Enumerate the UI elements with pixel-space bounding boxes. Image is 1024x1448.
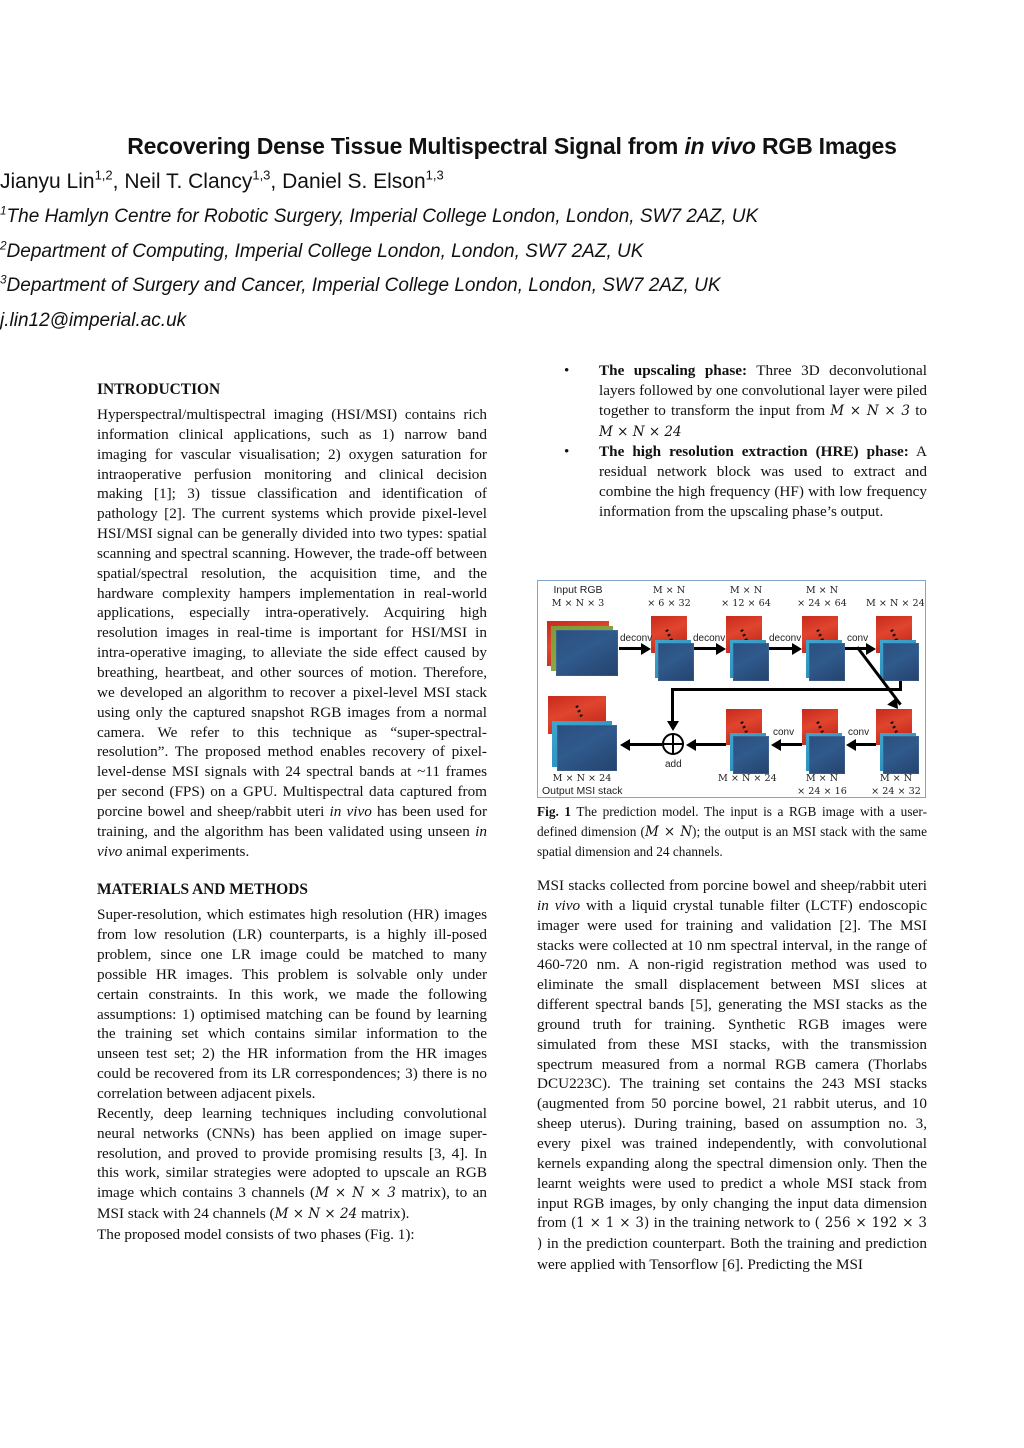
figure-label-output: M × N × 24 Output MSI stack (542, 773, 623, 797)
arrow-left-icon (856, 743, 876, 746)
affiliation-3: $^3$Department of Surgery and Cancer, Imperial College London, London, SW7 2AZ, UK (0, 273, 721, 296)
arrow-right-icon (619, 647, 641, 650)
methods-paragraph-3: The proposed model consists of two phases (Fig. 1): (97, 1225, 415, 1243)
op-deconv-2: deconv (693, 633, 726, 644)
figure-1-caption: Fig. 1 The prediction model. The input is a RGB image with a user-defined dimension (M × N); the output is an MSI stack with the same spatial dimension and 24 channels. (537, 804, 928, 859)
hre-mid-stack-front (809, 736, 845, 774)
arrowhead-icon (866, 643, 876, 655)
op-deconv-3: deconv (769, 633, 802, 644)
layer2-stack-front (733, 643, 769, 681)
op-add: add (665, 759, 682, 770)
author: Neil T. Clancy$^{1,3}$, (124, 167, 283, 193)
op-deconv-1: deconv (620, 633, 653, 644)
phase-item-hre: • The high resolution extraction (HRE) phase: A residual network block was used to extract and combine the high frequency (HF) with low frequency information from the upscaling phase’s output. (564, 443, 927, 520)
figure-label-layer2: M × N × 12 × 64 (721, 585, 771, 609)
figure-label-hre-mid: M × N × 24 × 16 (797, 773, 847, 797)
arrowhead-icon (846, 739, 856, 751)
op-conv-2: conv (848, 727, 870, 738)
figure-label-layer3: M × N × 24 × 64 (797, 585, 847, 609)
arrowhead-icon (792, 643, 802, 655)
section-heading-methods: MATERIALS AND METHODS (97, 881, 308, 899)
arrow-left-icon (630, 743, 662, 746)
figure-1-prediction-model (537, 580, 926, 798)
phase-item-upscaling: • The upscaling phase: Three 3D deconvolutional layers followed by one convolutional layer were piled together to transform the input from M × N × 3 to M × N × 24 (564, 362, 928, 440)
right-column (537, 361, 927, 522)
skip-line (671, 688, 902, 691)
arrowhead-icon (667, 721, 679, 731)
methods-paragraph-1: Super-resolution, which estimates high resolution (HR) images from low resolution (LR) counterparts, is a highly ill-posed problem, since one LR image could be matched to many possible HR images. This problem is solvable only under certain constraints. In this work, we made the following assumptions: 1) optimised matching can be found by learning the training set which contains similar information to the unseen test set; 2) the HR information from the HR images could be recovered from its LR correspondences; 3) there is no correlation between adjacent pixels. (97, 906, 487, 1102)
phase-list (537, 361, 927, 522)
skip-line (671, 688, 674, 723)
op-conv-1: conv (847, 633, 869, 644)
output-stack-front (557, 725, 617, 771)
op-conv-3: conv (773, 727, 795, 738)
arrowhead-icon (686, 739, 696, 751)
data-paragraph: MSI stacks collected from porcine bowel and sheep/rabbit uteri in vivo with a liquid crystal tunable filter (LCTF) endoscopic imager were used for training and validation [2]. The MSI stacks were collected at 10 nm spectral interval, in the range of 460-720 nm. A non-rigid registration method was used to eliminate the small displacement between MSI slices at different spectral bands [5], generating the MSI stacks as the ground truth for training. Synthetic RGB images were simulated from these MSI stacks, with the transmission spectrum measured from a normal RGB camera (Thorlabs DCU223C). The training set contains the 243 MSI stacks (augmented from 50 porcine bowel, 21 rabbit uterus, and 10 sheep uterus). During training, based on assumption no. 3, every pixel was trained independently, with convolutional kernels expanding along the spectral dimension only. Then the learnt weights were used to predict a whole MSI stack from input RGB images, by only changing the input data dimension from (1 × 1 × 3) in the training network to ( 256 × 192 × 3 ) in the prediction counterpart. Both the training and prediction were applied with Tensorflow [6]. Predicting the MSI (537, 877, 927, 1274)
author: Daniel S. Elson$^{1,3}$ (282, 167, 444, 193)
affiliation-2: $^2$Department of Computing, Imperial College London, London, SW7 2AZ, UK (0, 238, 644, 262)
left-column (97, 379, 487, 1245)
figure-label-hre-out: M × N × 24 (718, 773, 777, 784)
figure-label-layer1: M × N × 6 × 32 (647, 585, 691, 609)
section-heading-introduction: INTRODUCTION (97, 381, 221, 398)
arrowhead-icon (771, 739, 781, 751)
arrow-left-icon (781, 743, 802, 746)
arrow-left-icon (696, 743, 726, 746)
contact-email[interactable]: j.lin12@imperial.ac.uk (0, 309, 187, 331)
figure-label-input: Input RGB M × N × 3 (551, 584, 605, 609)
arrowhead-icon (716, 643, 726, 655)
methods-paragraph-2: Recently, deep learning techniques including convolutional neural networks (CNNs) has been applied on image super-resolution, and proved to provide promising results [3, 4]. In this work, similar strategies were adopted to upscale an RGB image which contains 3 channels (M × N × 3 matrix), to an MSI stack with 24 channels (M × N × 24 matrix). (97, 1104, 487, 1223)
right-column-body (537, 876, 927, 1275)
layer4-stack-front (883, 643, 919, 681)
layer1-stack-front (658, 643, 694, 681)
arrowhead-icon (641, 643, 651, 655)
affiliation-1: $^1$The Hamlyn Centre for Robotic Surgery, Imperial College London, London, SW7 2AZ, UK (0, 204, 759, 227)
figure-label-layer4: M × N × 24 (866, 598, 925, 609)
arrowhead-icon (620, 739, 630, 751)
add-operator-icon (662, 733, 684, 755)
input-blue-channel (556, 630, 618, 676)
introduction-paragraph: Hyperspectral/multispectral imaging (HSI/MSI) contains rich information clinical applications, such as 1) narrow band imaging for vascular visualisation; 2) oxygen saturation for intraoperative perfusion monitoring and clinical decision making [1]; 3) tissue classification and identification of pathology [2]. The current systems which provide pixel-level HSI/MSI signal can be generally divided into two types: spatial scanning and spectral scanning. However, the trade-off between spatial/spectral resolution, the acquisition time, and the hardware complexity hampers implementation in real-world applications, especially intra-operatively. Acquiring high resolution images in real-time is important for HSI/MSI in intra-operative imaging, to alleviate the side effect caused by breathing, heartbeat, and other sources of motion. Therefore, we developed an algorithm to recover a pixel-level MSI stack using only the captured snapshot RGB images from a normal camera. We refer to this technique as “super-spectral-resolution”. The proposed method enables recovery of pixel-level-dense MSI signals with 24 spectral bands at ~11 frames per second (FPS) on a GPU. Multispectral data captured from porcine bowel and sheep/rabbit uteri in vivo has been used for training, and the algorithm has been validated using unseen in vivo animal experiments. (97, 406, 488, 860)
hre-out-stack-front (733, 736, 769, 774)
bullet-icon: • (564, 443, 570, 461)
paper-title: Recovering Dense Tissue Multispectral Signal from in vivo RGB Images (127, 133, 897, 159)
layer3-stack-front (809, 643, 845, 681)
arrow-right-icon (694, 647, 716, 650)
hre-in-stack-front (883, 736, 919, 774)
arrow-right-icon (769, 647, 792, 650)
paper-header (0, 128, 1024, 338)
author: Jianyu Lin$^{1,2}$, (0, 167, 125, 193)
author-list (0, 164, 1024, 200)
bullet-icon: • (564, 362, 570, 379)
figure-label-hre-in: M × N × 24 × 32 (871, 773, 921, 797)
